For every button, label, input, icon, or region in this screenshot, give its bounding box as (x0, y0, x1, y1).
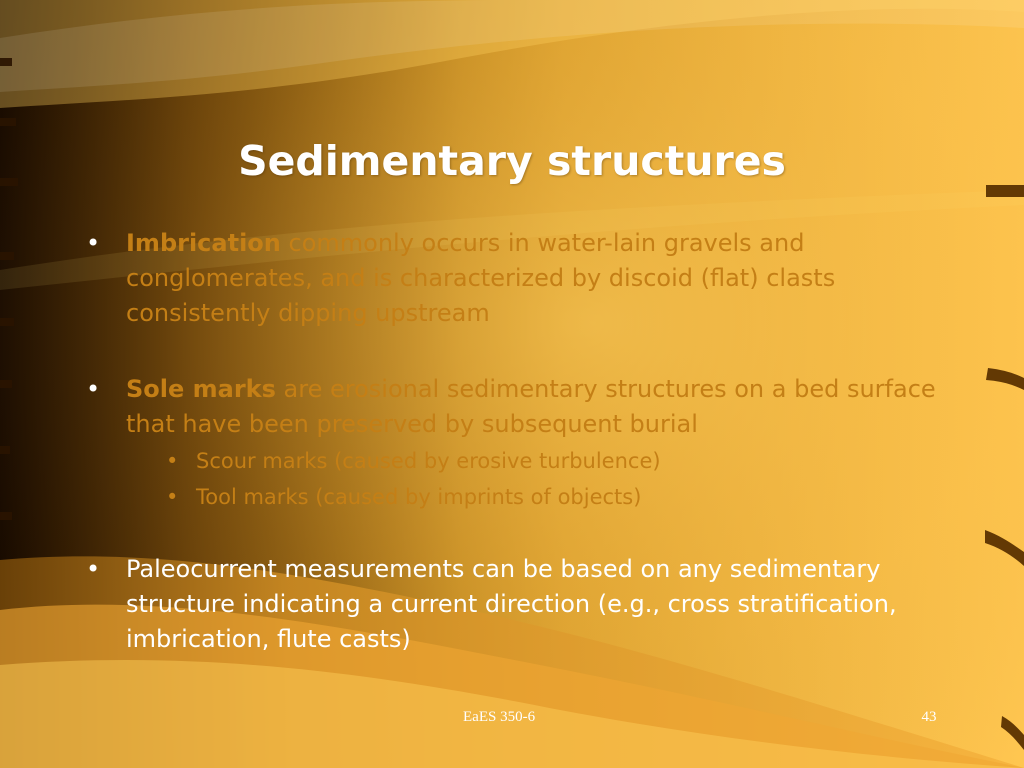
slide-content (86, 226, 936, 657)
bullet-text: Paleocurrent measurements can be based on any sedimentary structure indicating a current direction (e.g., cross stratification, imbrication, flute casts) (126, 555, 897, 653)
bullet-term: Sole marks (126, 375, 276, 403)
bullet-text: commonly occurs in water-lain gravels and conglomerates, and is characterized by discoid (flat) clasts consistently dipping upstream (126, 229, 836, 327)
slide-number: 43 (921, 709, 937, 725)
bullet-term: Imbrication (126, 229, 281, 257)
sub-bullet-item: • Tool marks (caused by imprints of objects) (166, 479, 936, 515)
bullet-paleocurrent (86, 552, 936, 657)
bullet-sole-marks (86, 372, 936, 515)
sub-bullet-list (166, 443, 936, 515)
bullet-imbrication (86, 226, 936, 331)
footer-course: EaES 350-6 (463, 709, 536, 725)
sub-bullet-item: • Scour marks (caused by erosive turbulence) (166, 443, 936, 479)
slide-title: Sedimentary structures (238, 137, 786, 186)
bullet-text: are erosional sedimentary structures on a bed surface that have been preserved by subsequent burial (126, 375, 936, 438)
